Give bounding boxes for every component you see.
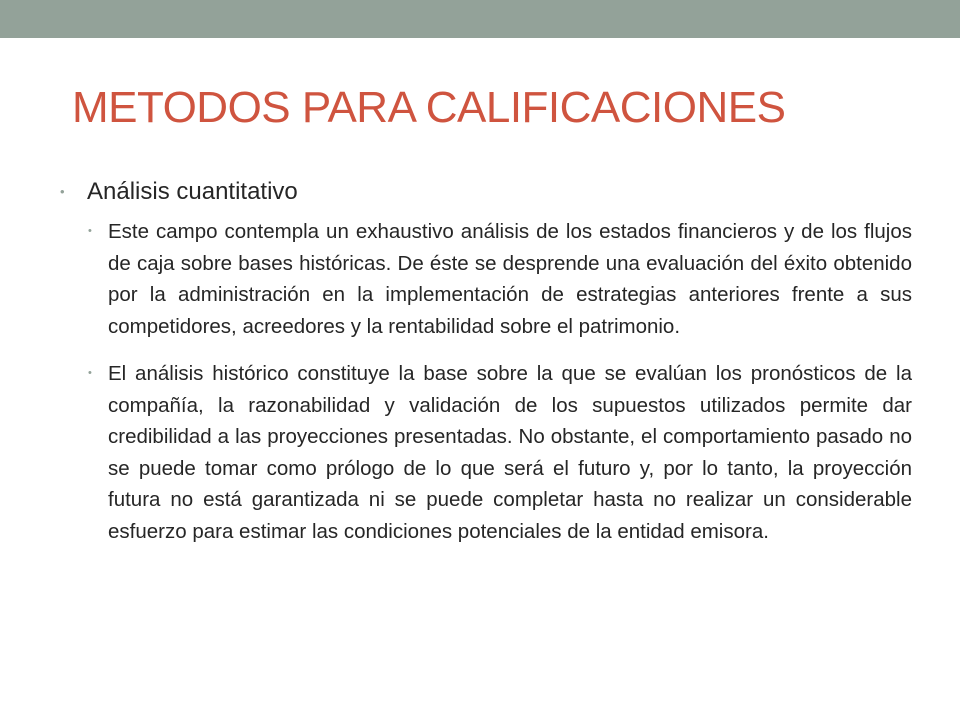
sub-bullet-analisis-historico — [87, 358, 912, 547]
top-accent-bar — [0, 0, 960, 38]
sub-bullet-text: Este campo contempla un exhaustivo análisis de los estados financieros y de los flujos de caja sobre bases históricas. De éste se desprende una evaluación del éxito obtenido por la administración en la implementación de estrategias anteriores frente a sus competidores, acreedores y la rentabilidad sobre el patrimonio. — [108, 220, 912, 338]
slide-content — [58, 174, 912, 563]
bullet-icon: • — [88, 367, 92, 379]
bullet-analisis-cuantitativo — [58, 174, 912, 210]
sub-bullet-estados-financieros — [87, 216, 912, 342]
bullet-icon: • — [60, 184, 65, 199]
bullet-text: Análisis cuantitativo — [87, 178, 298, 205]
sub-bullet-text: El análisis histórico constituye la base sobre la que se evalúan los pronósticos de la compañía, la razonabilidad y validación de los supuestos utilizados permite dar credibilidad a las proyecciones presentadas. No obstante, el comportamiento pasado no se puede tomar como prólogo de lo que será el futuro y, por lo tanto, la proyección futura no está garantizada ni se puede completar hasta no realizar un considerable esfuerzo para estimar las condiciones potenciales de la entidad emisora. — [108, 362, 912, 543]
slide-title: METODOS PARA CALIFICACIONES — [72, 83, 786, 132]
bullet-icon: • — [88, 225, 92, 237]
